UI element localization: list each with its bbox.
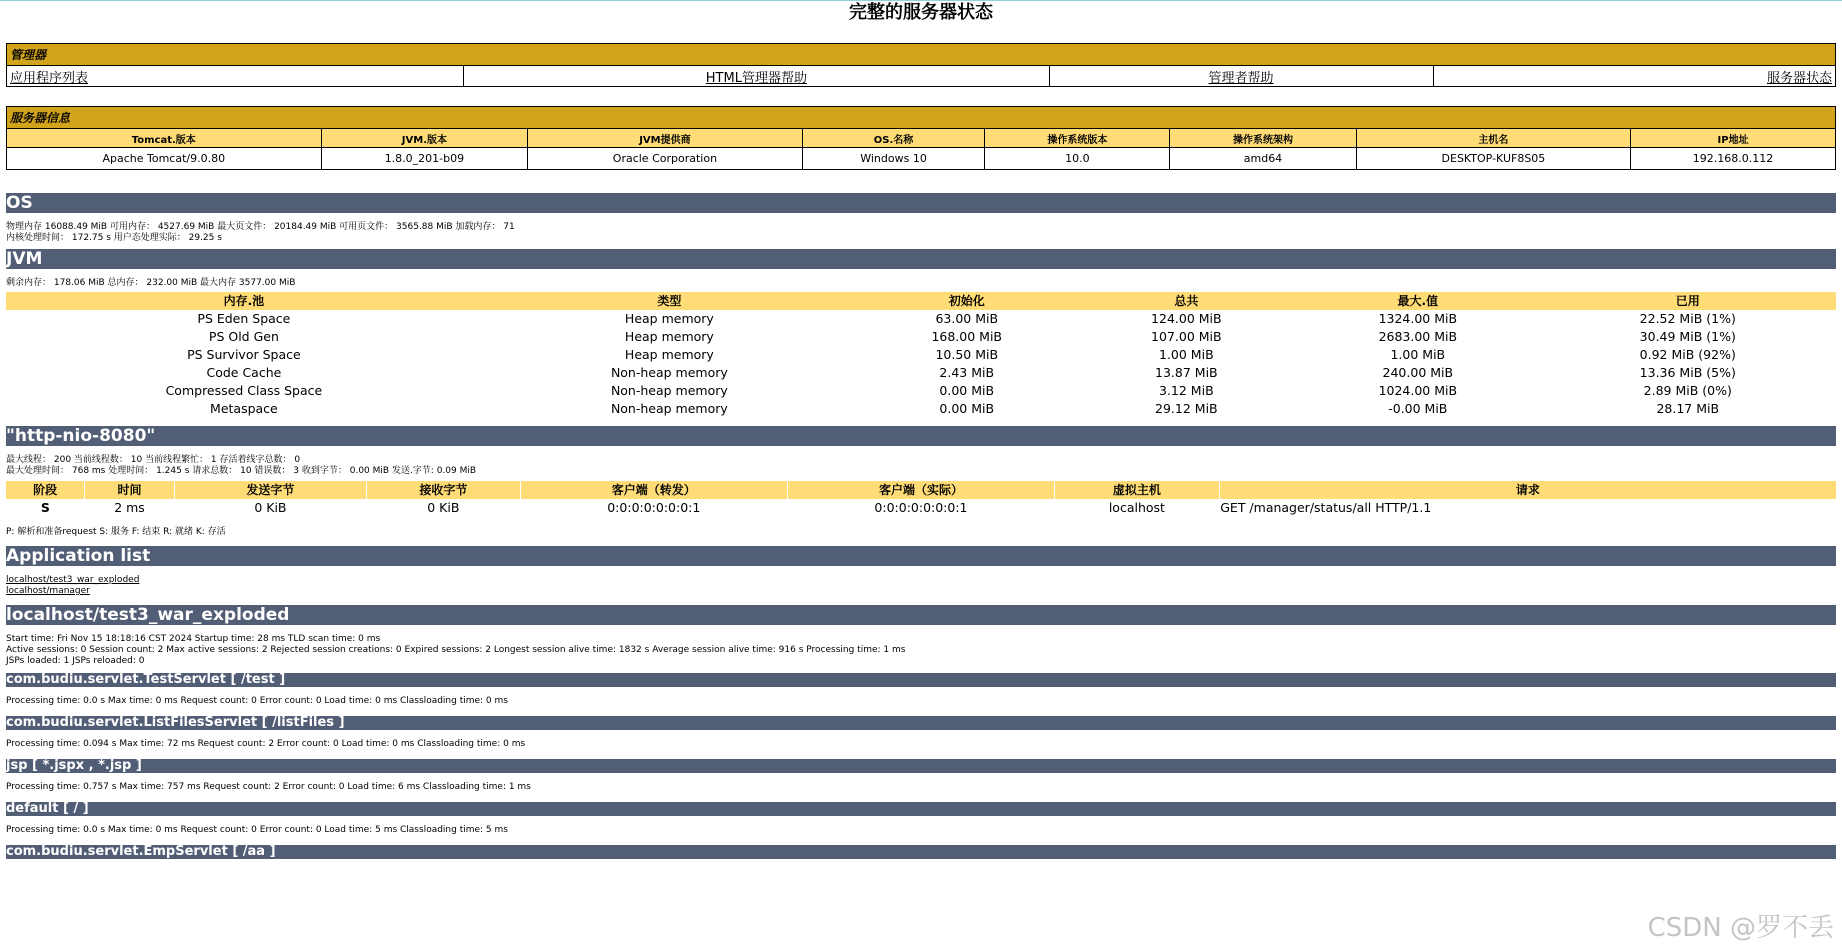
- server-info-header: IP地址: [1631, 129, 1836, 148]
- thread-bytes-sent: 0 KiB: [254, 500, 287, 515]
- link-app-list[interactable]: 应用程序列表: [10, 70, 89, 86]
- memory-max: 1.00 MiB: [1390, 347, 1446, 362]
- server-info-header: JVM提供商: [528, 129, 802, 148]
- server-info-value: 1.8.0_201-b09: [321, 148, 528, 170]
- table-row: [6, 364, 1836, 382]
- servlet-heading: com.budiu.servlet.ListFilesServlet [ /listFiles ]: [6, 716, 1836, 730]
- table-row: [6, 499, 1836, 517]
- memory-pool-header: 已用: [1540, 292, 1837, 310]
- servlet-stats: Processing time: 0.094 s Max time: 72 ms Request count: 2 Error count: 0 Load time: 0 ms Classloading time: 0 ms: [6, 739, 526, 749]
- thread-header: 客户端（转发）: [520, 481, 787, 499]
- table-row: [6, 346, 1836, 364]
- manager-table: [6, 43, 1836, 87]
- memory-pool-name: PS Old Gen: [208, 329, 279, 344]
- memory-used: 22.52 MiB (1%): [1639, 311, 1736, 326]
- servlet-heading: com.budiu.servlet.EmpServlet [ /aa ]: [6, 845, 1836, 859]
- thread-client-actual: 0:0:0:0:0:0:0:1: [874, 500, 968, 515]
- thread-header: 虚拟主机: [1055, 481, 1220, 499]
- memory-total: 124.00 MiB: [1151, 311, 1222, 326]
- table-row: [6, 328, 1836, 346]
- thread-header: 阶段: [6, 481, 85, 499]
- memory-type: Heap memory: [624, 311, 714, 326]
- servlet-heading: com.budiu.servlet.TestServlet [ /test ]: [6, 673, 1836, 687]
- memory-max: 240.00 MiB: [1382, 365, 1454, 380]
- memory-type: Heap memory: [624, 347, 714, 362]
- csdn-watermark: CSDN @罗不丢: [1647, 913, 1834, 943]
- servlet-heading: default [ / ]: [6, 802, 1836, 816]
- thread-stage: S: [40, 500, 50, 515]
- memory-pool-name: PS Survivor Space: [187, 347, 301, 362]
- memory-used: 2.89 MiB (0%): [1643, 383, 1732, 398]
- servlet-stats: Processing time: 0.757 s Max time: 757 ms Request count: 2 Error count: 0 Load time: 6 ms Classloading time: 1 ms: [6, 782, 531, 792]
- thread-header: 接收字节: [366, 481, 520, 499]
- table-row: [6, 310, 1836, 328]
- memory-type: Non-heap memory: [610, 383, 728, 398]
- server-info-header: JVM.版本: [321, 129, 528, 148]
- link-manager-help[interactable]: 管理者帮助: [1208, 70, 1274, 86]
- server-info-table: [6, 106, 1836, 170]
- server-info-value: amd64: [1170, 148, 1357, 170]
- page-title: 完整的服务器状态: [849, 2, 993, 23]
- memory-used: 28.17 MiB: [1656, 401, 1720, 416]
- memory-total: 107.00 MiB: [1151, 329, 1222, 344]
- memory-pool-header: 类型: [482, 292, 857, 310]
- memory-pool-name: PS Eden Space: [197, 311, 291, 326]
- server-info-value: Apache Tomcat/9.0.80: [7, 148, 322, 170]
- memory-pool-name: Compressed Class Space: [165, 383, 323, 398]
- thread-client-forwarded: 0:0:0:0:0:0:0:1: [607, 500, 701, 515]
- app-link-manager[interactable]: localhost/manager: [6, 586, 90, 596]
- memory-total: 3.12 MiB: [1159, 383, 1214, 398]
- os-heading: OS: [6, 193, 1836, 213]
- app-heading: localhost/test3_war_exploded: [6, 605, 1836, 625]
- thread-header: 时间: [85, 481, 175, 499]
- memory-total: 29.12 MiB: [1155, 401, 1218, 416]
- server-info-header: OS.名称: [802, 129, 985, 148]
- server-info-header: 操作系统版本: [985, 129, 1170, 148]
- server-info-value: 10.0: [985, 148, 1170, 170]
- connector-heading: "http-nio-8080": [6, 426, 1836, 446]
- thread-request: GET /manager/status/all HTTP/1.1: [1220, 500, 1432, 515]
- memory-total: 13.87 MiB: [1155, 365, 1218, 380]
- thread-bytes-recv: 0 KiB: [427, 500, 460, 515]
- table-row: [6, 400, 1836, 418]
- memory-max: -0.00 MiB: [1388, 401, 1448, 416]
- app-list-heading: Application list: [6, 546, 1836, 566]
- memory-init: 0.00 MiB: [939, 383, 995, 398]
- memory-pool-header: 最大.值: [1296, 292, 1539, 310]
- memory-pool-header: 内存.池: [6, 292, 482, 310]
- memory-type: Non-heap memory: [610, 365, 728, 380]
- server-info-heading: 服务器信息: [7, 107, 1836, 129]
- memory-pool-header: 总共: [1077, 292, 1297, 310]
- memory-init: 2.43 MiB: [939, 365, 995, 380]
- thread-header: 发送字节: [174, 481, 366, 499]
- memory-pool-name: Code Cache: [206, 365, 282, 380]
- memory-used: 13.36 MiB (5%): [1639, 365, 1736, 380]
- memory-used: 0.92 MiB (92%): [1639, 347, 1736, 362]
- status-page: [6, 0, 1836, 859]
- app-list: [6, 575, 1836, 597]
- memory-init: 0.00 MiB: [939, 401, 995, 416]
- memory-used: 30.49 MiB (1%): [1639, 329, 1736, 344]
- app-link-test3[interactable]: localhost/test3_war_exploded: [6, 575, 140, 585]
- memory-init: 10.50 MiB: [935, 347, 999, 362]
- memory-type: Non-heap memory: [610, 401, 728, 416]
- manager-heading: 管理器: [7, 44, 1836, 66]
- app-jsp-line: JSPs loaded: 1 JSPs reloaded: 0: [6, 656, 145, 666]
- server-info-value: Windows 10: [802, 148, 985, 170]
- jvm-summary: 剩余内存： 178.06 MiB 总内存： 232.00 MiB 最大内存 3577.00 MiB: [6, 278, 296, 288]
- app-start-line: Start time: Fri Nov 15 18:18:16 CST 2024 Startup time: 28 ms TLD scan time: 0 ms: [6, 634, 381, 644]
- memory-type: Heap memory: [624, 329, 714, 344]
- link-html-manager-help[interactable]: HTML管理器帮助: [705, 70, 807, 86]
- connector-request-line: 最大处理时间： 768 ms 处理时间： 1.245 s 请求总数： 10 错误数： 3 收到字节： 0.00 MiB 发送.字节: 0.09 MiB: [6, 466, 477, 476]
- app-session-line: Active sessions: 0 Session count: 2 Max active sessions: 2 Rejected session creations: 0 Expired sessions: 2 Longest session alive time: 1832 s Average session alive time: 916 s Processing time: 1 ms: [6, 645, 906, 655]
- thread-table: [6, 481, 1836, 517]
- memory-pool-table: [6, 292, 1836, 418]
- servlet-heading: jsp [ *.jspx , *.jsp ]: [6, 759, 1836, 773]
- thread-vhost: localhost: [1108, 500, 1165, 515]
- jvm-heading: JVM: [6, 249, 1836, 269]
- os-memory-line: 物理内存 16088.49 MiB 可用内存： 4527.69 MiB 最大页文件： 20184.49 MiB 可用页文件： 3565.88 MiB 加载内存： 71: [6, 222, 515, 232]
- servlet-stats: Processing time: 0.0 s Max time: 0 ms Request count: 0 Error count: 0 Load time: 5 ms Classloading time: 5 ms: [6, 825, 508, 835]
- os-cpu-line: 内核处理时间： 172.75 s 用户态处理实际： 29.25 s: [6, 233, 222, 243]
- server-info-value: 192.168.0.112: [1631, 148, 1836, 170]
- stage-legend: P: 解析和准备request S: 服务 F: 结束 R: 就绪 K: 存活: [6, 527, 226, 537]
- server-info-value: DESKTOP-KUF8S05: [1356, 148, 1630, 170]
- memory-max: 1024.00 MiB: [1378, 383, 1458, 398]
- server-info-header: Tomcat.版本: [7, 129, 322, 148]
- memory-pool-name: Metaspace: [210, 401, 278, 416]
- server-info-header: 主机名: [1356, 129, 1630, 148]
- server-info-header: 操作系统架构: [1170, 129, 1357, 148]
- thread-time: 2 ms: [114, 500, 145, 515]
- memory-init: 168.00 MiB: [931, 329, 1002, 344]
- memory-init: 63.00 MiB: [935, 311, 999, 326]
- memory-max: 1324.00 MiB: [1378, 311, 1458, 326]
- thread-header: 请求: [1219, 481, 1836, 499]
- table-row: [6, 382, 1836, 400]
- server-info-value: Oracle Corporation: [528, 148, 802, 170]
- link-server-status[interactable]: 服务器状态: [1766, 70, 1832, 86]
- servlet-stats: Processing time: 0.0 s Max time: 0 ms Request count: 0 Error count: 0 Load time: 0 ms Classloading time: 0 ms: [6, 696, 508, 706]
- memory-total: 1.00 MiB: [1159, 347, 1214, 362]
- memory-pool-header: 初始化: [857, 292, 1077, 310]
- thread-header: 客户端（实际）: [787, 481, 1054, 499]
- memory-max: 2683.00 MiB: [1378, 329, 1458, 344]
- connector-thread-line: 最大线程： 200 当前线程数： 10 当前线程繁忙： 1 存活着线字总数： 0: [6, 455, 301, 465]
